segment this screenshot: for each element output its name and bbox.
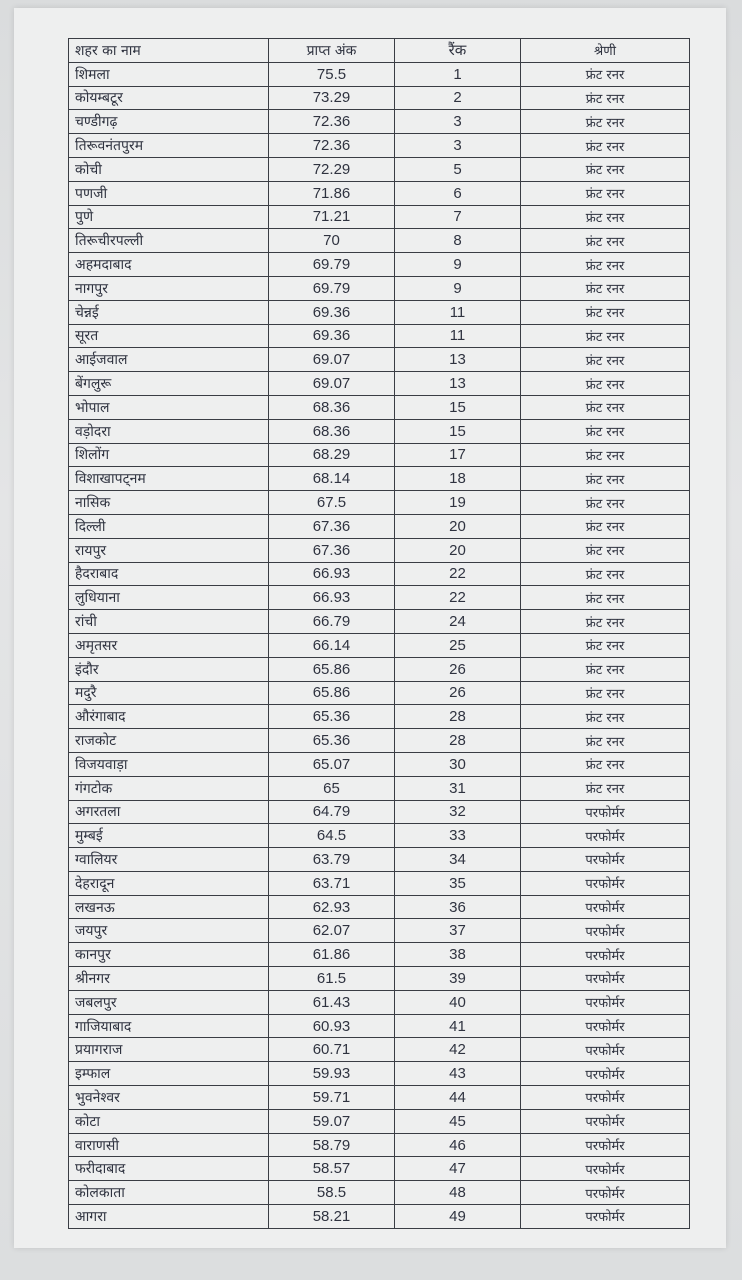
category-cell: फ्रंट रनर [521, 752, 690, 776]
city-cell: मुम्बई [69, 824, 269, 848]
table-row [69, 276, 690, 300]
score-cell: 68.36 [269, 395, 395, 419]
table-row [69, 324, 690, 348]
score-cell: 69.36 [269, 324, 395, 348]
city-cell: जबलपुर [69, 990, 269, 1014]
table-row [69, 62, 690, 86]
table-row [69, 871, 690, 895]
rank-cell: 49 [395, 1205, 521, 1229]
score-cell: 66.93 [269, 562, 395, 586]
score-cell: 71.86 [269, 181, 395, 205]
rank-cell: 47 [395, 1157, 521, 1181]
city-cell: औरंगाबाद [69, 705, 269, 729]
rank-cell: 38 [395, 943, 521, 967]
score-cell: 67.36 [269, 538, 395, 562]
rank-cell: 39 [395, 967, 521, 991]
table-row [69, 752, 690, 776]
score-cell: 61.86 [269, 943, 395, 967]
score-cell: 58.57 [269, 1157, 395, 1181]
city-cell: विशाखापट्नम [69, 467, 269, 491]
rank-cell: 44 [395, 1086, 521, 1110]
category-cell: फ्रंट रनर [521, 586, 690, 610]
city-cell: आईजवाल [69, 348, 269, 372]
table-row [69, 181, 690, 205]
category-cell: फ्रंट रनर [521, 253, 690, 277]
category-cell: फ्रंट रनर [521, 134, 690, 158]
city-cell: अमृतसर [69, 633, 269, 657]
city-cell: श्रीनगर [69, 967, 269, 991]
score-cell: 65.36 [269, 729, 395, 753]
category-cell: परफोर्मर [521, 1109, 690, 1133]
table-row [69, 633, 690, 657]
city-cell: हैदराबाद [69, 562, 269, 586]
score-cell: 66.14 [269, 633, 395, 657]
rank-cell: 46 [395, 1133, 521, 1157]
rank-cell: 8 [395, 229, 521, 253]
score-cell: 72.29 [269, 157, 395, 181]
table-row [69, 514, 690, 538]
city-cell: फरीदाबाद [69, 1157, 269, 1181]
score-cell: 63.79 [269, 848, 395, 872]
rank-cell: 35 [395, 871, 521, 895]
score-cell: 63.71 [269, 871, 395, 895]
score-cell: 70 [269, 229, 395, 253]
score-cell: 58.21 [269, 1205, 395, 1229]
category-cell: फ्रंट रनर [521, 229, 690, 253]
rank-cell: 24 [395, 610, 521, 634]
city-cell: रायपुर [69, 538, 269, 562]
score-cell: 65.86 [269, 681, 395, 705]
city-cell: तिरूवनंतपुरम [69, 134, 269, 158]
rank-cell: 45 [395, 1109, 521, 1133]
city-cell: भोपाल [69, 395, 269, 419]
table-row [69, 1014, 690, 1038]
table-row [69, 919, 690, 943]
city-cell: गाजियाबाद [69, 1014, 269, 1038]
city-cell: लुधियाना [69, 586, 269, 610]
category-cell: फ्रंट रनर [521, 705, 690, 729]
rank-cell: 20 [395, 514, 521, 538]
table-row [69, 467, 690, 491]
rank-cell: 42 [395, 1038, 521, 1062]
rank-cell: 5 [395, 157, 521, 181]
score-cell: 58.5 [269, 1181, 395, 1205]
category-cell: फ्रंट रनर [521, 110, 690, 134]
table-row [69, 824, 690, 848]
score-cell: 60.93 [269, 1014, 395, 1038]
category-cell: फ्रंट रनर [521, 348, 690, 372]
city-cell: कोलकाता [69, 1181, 269, 1205]
score-cell: 64.79 [269, 800, 395, 824]
category-cell: परफोर्मर [521, 1086, 690, 1110]
category-cell: परफोर्मर [521, 848, 690, 872]
score-cell: 58.79 [269, 1133, 395, 1157]
table-row [69, 776, 690, 800]
table-row [69, 705, 690, 729]
score-cell: 67.5 [269, 491, 395, 515]
rank-cell: 48 [395, 1181, 521, 1205]
table-row [69, 395, 690, 419]
category-cell: फ्रंट रनर [521, 657, 690, 681]
city-cell: मदुरै [69, 681, 269, 705]
header-rank: रैंक [395, 39, 521, 63]
table-row [69, 205, 690, 229]
category-cell: परफोर्मर [521, 919, 690, 943]
rank-cell: 20 [395, 538, 521, 562]
rank-cell: 6 [395, 181, 521, 205]
category-cell: फ्रंट रनर [521, 538, 690, 562]
table-row [69, 1109, 690, 1133]
city-cell: विजयवाड़ा [69, 752, 269, 776]
table-row [69, 800, 690, 824]
category-cell: परफोर्मर [521, 1181, 690, 1205]
city-cell: बेंगलुरू [69, 372, 269, 396]
city-cell: नागपुर [69, 276, 269, 300]
city-cell: लखनऊ [69, 895, 269, 919]
score-cell: 68.29 [269, 443, 395, 467]
category-cell: फ्रंट रनर [521, 157, 690, 181]
category-cell: फ्रंट रनर [521, 324, 690, 348]
city-cell: कोटा [69, 1109, 269, 1133]
table-row [69, 967, 690, 991]
table-row [69, 300, 690, 324]
city-cell: इम्फाल [69, 1062, 269, 1086]
score-cell: 65 [269, 776, 395, 800]
city-cell: सूरत [69, 324, 269, 348]
city-cell: दिल्ली [69, 514, 269, 538]
rank-cell: 3 [395, 134, 521, 158]
rank-cell: 13 [395, 348, 521, 372]
city-cell: चण्डीगढ़ [69, 110, 269, 134]
category-cell: फ्रंट रनर [521, 372, 690, 396]
category-cell: फ्रंट रनर [521, 276, 690, 300]
table-row [69, 895, 690, 919]
city-cell: कोयम्बटूर [69, 86, 269, 110]
category-cell: परफोर्मर [521, 1038, 690, 1062]
rank-cell: 18 [395, 467, 521, 491]
score-cell: 61.5 [269, 967, 395, 991]
category-cell: परफोर्मर [521, 1157, 690, 1181]
city-cell: भुवनेश्वर [69, 1086, 269, 1110]
rank-cell: 9 [395, 276, 521, 300]
score-cell: 72.36 [269, 110, 395, 134]
city-cell: नासिक [69, 491, 269, 515]
rank-cell: 43 [395, 1062, 521, 1086]
rank-cell: 28 [395, 705, 521, 729]
category-cell: परफोर्मर [521, 895, 690, 919]
city-ranking-table [68, 38, 690, 1229]
category-cell: फ्रंट रनर [521, 681, 690, 705]
rank-cell: 15 [395, 395, 521, 419]
category-cell: फ्रंट रनर [521, 562, 690, 586]
score-cell: 59.93 [269, 1062, 395, 1086]
table-row [69, 86, 690, 110]
city-cell: राजकोट [69, 729, 269, 753]
document-page [14, 8, 726, 1248]
category-cell: फ्रंट रनर [521, 467, 690, 491]
category-cell: फ्रंट रनर [521, 491, 690, 515]
score-cell: 65.07 [269, 752, 395, 776]
table-row [69, 1062, 690, 1086]
rank-cell: 25 [395, 633, 521, 657]
category-cell: फ्रंट रनर [521, 62, 690, 86]
category-cell: फ्रंट रनर [521, 610, 690, 634]
score-cell: 69.79 [269, 253, 395, 277]
score-cell: 69.07 [269, 372, 395, 396]
city-cell: रांची [69, 610, 269, 634]
table-row [69, 1181, 690, 1205]
city-cell: अहमदाबाद [69, 253, 269, 277]
score-cell: 62.93 [269, 895, 395, 919]
category-cell: फ्रंट रनर [521, 205, 690, 229]
city-cell: अगरतला [69, 800, 269, 824]
rank-cell: 37 [395, 919, 521, 943]
table-row [69, 657, 690, 681]
score-cell: 75.5 [269, 62, 395, 86]
score-cell: 64.5 [269, 824, 395, 848]
city-cell: शिमला [69, 62, 269, 86]
city-cell: इंदौर [69, 657, 269, 681]
category-cell: परफोर्मर [521, 990, 690, 1014]
rank-cell: 17 [395, 443, 521, 467]
table-row [69, 1205, 690, 1229]
table-row [69, 586, 690, 610]
rank-cell: 2 [395, 86, 521, 110]
score-cell: 68.36 [269, 419, 395, 443]
city-cell: वड़ोदरा [69, 419, 269, 443]
score-cell: 60.71 [269, 1038, 395, 1062]
city-cell: गंगटोक [69, 776, 269, 800]
rank-cell: 34 [395, 848, 521, 872]
rank-cell: 31 [395, 776, 521, 800]
score-cell: 61.43 [269, 990, 395, 1014]
category-cell: परफोर्मर [521, 1133, 690, 1157]
category-cell: फ्रंट रनर [521, 395, 690, 419]
rank-cell: 9 [395, 253, 521, 277]
header-score: प्राप्त अंक [269, 39, 395, 63]
rank-cell: 3 [395, 110, 521, 134]
rank-cell: 36 [395, 895, 521, 919]
category-cell: फ्रंट रनर [521, 300, 690, 324]
score-cell: 72.36 [269, 134, 395, 158]
table-row [69, 348, 690, 372]
table-row [69, 157, 690, 181]
rank-cell: 41 [395, 1014, 521, 1038]
table-row [69, 610, 690, 634]
table-row [69, 372, 690, 396]
category-cell: फ्रंट रनर [521, 181, 690, 205]
score-cell: 65.86 [269, 657, 395, 681]
table-row [69, 1086, 690, 1110]
table-row [69, 681, 690, 705]
table-row [69, 943, 690, 967]
category-cell: परफोर्मर [521, 967, 690, 991]
rank-cell: 13 [395, 372, 521, 396]
score-cell: 69.36 [269, 300, 395, 324]
city-cell: चेन्नई [69, 300, 269, 324]
city-cell: पणजी [69, 181, 269, 205]
table-body [69, 62, 690, 1228]
category-cell: फ्रंट रनर [521, 86, 690, 110]
category-cell: परफोर्मर [521, 1062, 690, 1086]
score-cell: 62.07 [269, 919, 395, 943]
city-cell: जयपुर [69, 919, 269, 943]
table-row [69, 134, 690, 158]
rank-cell: 33 [395, 824, 521, 848]
city-cell: प्रयागराज [69, 1038, 269, 1062]
table-row [69, 1038, 690, 1062]
score-cell: 69.07 [269, 348, 395, 372]
header-city-name: शहर का नाम [69, 39, 269, 63]
table-row [69, 729, 690, 753]
score-cell: 69.79 [269, 276, 395, 300]
city-cell: कोची [69, 157, 269, 181]
category-cell: फ्रंट रनर [521, 776, 690, 800]
score-cell: 66.93 [269, 586, 395, 610]
table-row [69, 443, 690, 467]
rank-cell: 1 [395, 62, 521, 86]
rank-cell: 22 [395, 586, 521, 610]
score-cell: 67.36 [269, 514, 395, 538]
rank-cell: 26 [395, 657, 521, 681]
table-row [69, 491, 690, 515]
table-row [69, 253, 690, 277]
score-cell: 59.07 [269, 1109, 395, 1133]
city-cell: आगरा [69, 1205, 269, 1229]
category-cell: फ्रंट रनर [521, 443, 690, 467]
rank-cell: 11 [395, 300, 521, 324]
category-cell: फ्रंट रनर [521, 633, 690, 657]
score-cell: 68.14 [269, 467, 395, 491]
table-row [69, 110, 690, 134]
rank-cell: 22 [395, 562, 521, 586]
rank-cell: 15 [395, 419, 521, 443]
score-cell: 71.21 [269, 205, 395, 229]
rank-cell: 26 [395, 681, 521, 705]
city-cell: पुणे [69, 205, 269, 229]
rank-cell: 19 [395, 491, 521, 515]
rank-cell: 40 [395, 990, 521, 1014]
rank-cell: 11 [395, 324, 521, 348]
city-cell: शिलोंग [69, 443, 269, 467]
city-cell: कानपुर [69, 943, 269, 967]
category-cell: परफोर्मर [521, 824, 690, 848]
score-cell: 73.29 [269, 86, 395, 110]
category-cell: फ्रंट रनर [521, 419, 690, 443]
category-cell: परफोर्मर [521, 800, 690, 824]
table-row [69, 1157, 690, 1181]
category-cell: परफोर्मर [521, 1014, 690, 1038]
table-row [69, 538, 690, 562]
table-row [69, 562, 690, 586]
table-row [69, 1133, 690, 1157]
rank-cell: 30 [395, 752, 521, 776]
city-cell: देहरादून [69, 871, 269, 895]
city-cell: वाराणसी [69, 1133, 269, 1157]
header-category: श्रेणी [521, 39, 690, 63]
category-cell: परफोर्मर [521, 943, 690, 967]
category-cell: फ्रंट रनर [521, 729, 690, 753]
category-cell: परफोर्मर [521, 871, 690, 895]
table-row [69, 848, 690, 872]
rank-cell: 32 [395, 800, 521, 824]
score-cell: 66.79 [269, 610, 395, 634]
table-row [69, 419, 690, 443]
city-cell: ग्वालियर [69, 848, 269, 872]
city-cell: तिरूचीरपल्ली [69, 229, 269, 253]
category-cell: परफोर्मर [521, 1205, 690, 1229]
rank-cell: 7 [395, 205, 521, 229]
rank-cell: 28 [395, 729, 521, 753]
score-cell: 65.36 [269, 705, 395, 729]
table-row [69, 990, 690, 1014]
table-row [69, 229, 690, 253]
category-cell: फ्रंट रनर [521, 514, 690, 538]
table-header-row [69, 39, 690, 63]
score-cell: 59.71 [269, 1086, 395, 1110]
